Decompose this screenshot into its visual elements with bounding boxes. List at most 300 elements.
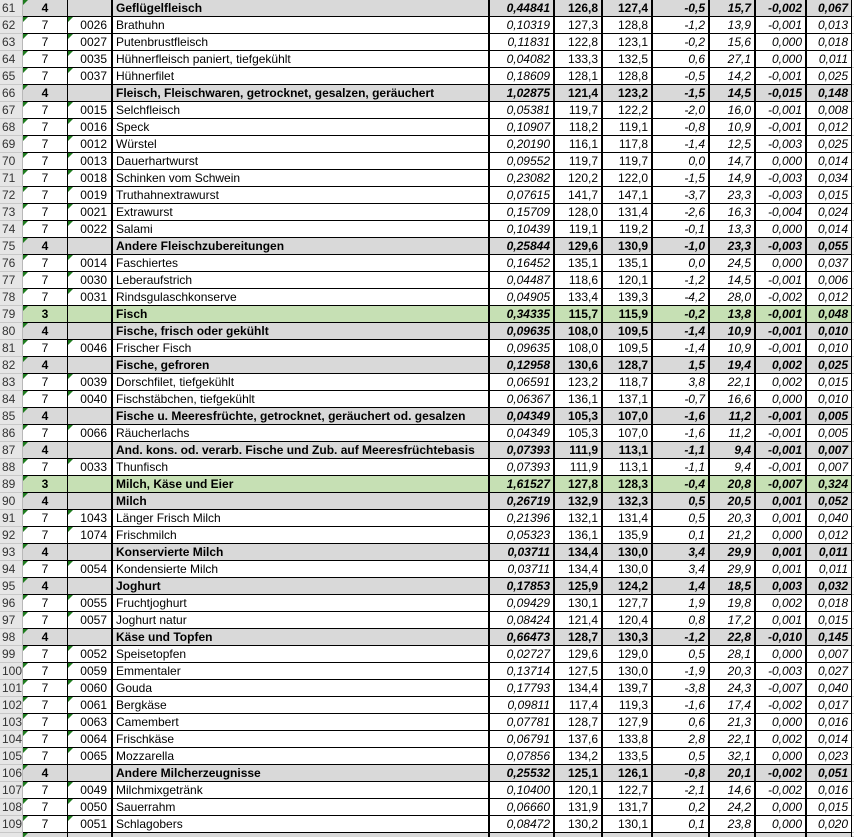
change-base-cell[interactable]: 27,1 <box>710 51 756 68</box>
code-cell[interactable]: 0046 <box>68 340 113 357</box>
change-percent-cell[interactable]: 0,5 <box>653 493 710 510</box>
index-previous-cell[interactable]: 123,2 <box>603 85 653 102</box>
code-cell[interactable] <box>68 0 113 17</box>
code-cell[interactable] <box>68 442 113 459</box>
index-current-cell[interactable]: 134,4 <box>555 680 603 697</box>
row-header[interactable]: 87 <box>0 442 23 459</box>
category-name-cell[interactable]: Milch, Käse und Eier <box>113 476 490 493</box>
weight-cell[interactable]: 1,61527 <box>490 476 555 493</box>
index-current-cell[interactable]: 119,1 <box>555 221 603 238</box>
contribution-cell[interactable]: -0,002 <box>756 782 807 799</box>
index-previous-cell[interactable]: 128,8 <box>603 68 653 85</box>
change-percent-cell[interactable]: -2,0 <box>653 102 710 119</box>
level-cell[interactable]: 3 <box>23 476 68 493</box>
change-percent-cell[interactable]: -1,4 <box>653 136 710 153</box>
contribution-base-cell[interactable]: 0,007 <box>807 459 852 476</box>
contribution-base-cell[interactable]: 0,010 <box>807 340 852 357</box>
weight-cell[interactable]: 0,16452 <box>490 255 555 272</box>
change-base-cell[interactable]: 20,8 <box>710 476 756 493</box>
row-header[interactable]: 71 <box>0 170 23 187</box>
contribution-cell[interactable]: -0,003 <box>756 170 807 187</box>
change-percent-cell[interactable]: -3,8 <box>653 680 710 697</box>
contribution-cell[interactable]: 0,000 <box>756 714 807 731</box>
contribution-cell[interactable]: -0,001 <box>756 306 807 323</box>
row-header[interactable]: 82 <box>0 357 23 374</box>
code-cell[interactable]: 0027 <box>68 34 113 51</box>
change-percent-cell[interactable]: -1,5 <box>653 85 710 102</box>
row-header[interactable]: 89 <box>0 476 23 493</box>
contribution-cell[interactable]: -0,007 <box>756 476 807 493</box>
index-current-cell[interactable]: 122,8 <box>555 34 603 51</box>
weight-cell[interactable]: 0,07393 <box>490 442 555 459</box>
change-percent-cell[interactable]: -0,8 <box>653 119 710 136</box>
index-previous-cell[interactable]: 131,7 <box>603 799 653 816</box>
contribution-base-cell[interactable]: 0,055 <box>807 238 852 255</box>
contribution-base-cell[interactable]: 0,014 <box>807 221 852 238</box>
contribution-cell[interactable]: 0,001 <box>756 612 807 629</box>
index-previous-cell[interactable]: 113,1 <box>603 442 653 459</box>
index-current-cell[interactable]: 133,4 <box>555 289 603 306</box>
category-name-cell[interactable]: Andere Milcherzeugnisse <box>113 765 490 782</box>
weight-cell[interactable]: 0,07781 <box>490 714 555 731</box>
index-current-cell[interactable]: 134,4 <box>555 544 603 561</box>
change-percent-cell[interactable]: 1,5 <box>653 357 710 374</box>
contribution-base-cell[interactable]: 0,012 <box>807 527 852 544</box>
change-base-cell[interactable]: 12,5 <box>710 136 756 153</box>
level-cell[interactable]: 7 <box>23 102 68 119</box>
weight-cell[interactable]: 0,06791 <box>490 731 555 748</box>
level-cell[interactable]: 7 <box>23 17 68 34</box>
weight-cell[interactable]: 0,21396 <box>490 510 555 527</box>
contribution-base-cell[interactable]: 0,148 <box>807 85 852 102</box>
row-header[interactable]: 66 <box>0 85 23 102</box>
contribution-base-cell[interactable]: 0,014 <box>807 153 852 170</box>
row-header[interactable]: 92 <box>0 527 23 544</box>
index-previous-cell[interactable]: 119,7 <box>603 153 653 170</box>
level-cell[interactable]: 7 <box>23 289 68 306</box>
change-percent-cell[interactable]: -4,2 <box>653 289 710 306</box>
weight-cell[interactable]: 0,07615 <box>490 187 555 204</box>
index-previous-cell[interactable]: 124,2 <box>603 578 653 595</box>
contribution-base-cell[interactable]: 0,025 <box>807 136 852 153</box>
contribution-cell[interactable]: 0,000 <box>756 391 807 408</box>
contribution-base-cell[interactable]: 0,011 <box>807 51 852 68</box>
code-cell[interactable]: 0065 <box>68 748 113 765</box>
index-current-cell[interactable]: 137,6 <box>555 731 603 748</box>
contribution-base-cell[interactable]: 0,037 <box>807 255 852 272</box>
row-header[interactable]: 102 <box>2 698 23 712</box>
index-current-cell[interactable]: 130,1 <box>555 595 603 612</box>
level-cell[interactable]: 7 <box>23 748 68 765</box>
change-base-cell[interactable]: 22,8 <box>710 629 756 646</box>
level-cell[interactable]: 7 <box>23 527 68 544</box>
index-previous-cell[interactable]: 130,3 <box>603 629 653 646</box>
row-header[interactable]: 75 <box>0 238 23 255</box>
change-base-cell[interactable]: 9,4 <box>710 459 756 476</box>
index-previous-cell[interactable]: 137,1 <box>603 391 653 408</box>
contribution-base-cell[interactable]: 0,051 <box>807 765 852 782</box>
weight-cell[interactable]: 1,02875 <box>490 85 555 102</box>
level-cell[interactable]: 7 <box>23 612 68 629</box>
weight-cell[interactable]: 0,05323 <box>490 527 555 544</box>
weight-cell[interactable]: 0,25532 <box>490 765 555 782</box>
category-name-cell[interactable]: Kondensierte Milch <box>113 561 490 578</box>
code-cell[interactable] <box>68 85 113 102</box>
change-base-cell[interactable]: 32,1 <box>710 748 756 765</box>
level-cell[interactable]: 7 <box>23 119 68 136</box>
index-current-cell[interactable]: 119,7 <box>555 153 603 170</box>
weight-cell[interactable]: 0,10400 <box>490 782 555 799</box>
code-cell[interactable]: 0030 <box>68 272 113 289</box>
category-name-cell[interactable]: Dauerhartwurst <box>113 153 490 170</box>
index-current-cell[interactable]: 129,6 <box>555 238 603 255</box>
code-cell[interactable]: 1043 <box>68 510 113 527</box>
row-header[interactable]: 100 <box>2 664 23 678</box>
contribution-cell[interactable]: -0,001 <box>756 102 807 119</box>
level-cell[interactable]: 7 <box>23 34 68 51</box>
category-name-cell[interactable]: Milch <box>113 493 490 510</box>
code-cell[interactable]: 0012 <box>68 136 113 153</box>
index-previous-cell[interactable]: 130,1 <box>603 816 653 833</box>
row-header[interactable]: 73 <box>0 204 23 221</box>
level-cell[interactable]: 4 <box>23 357 68 374</box>
code-cell[interactable]: 0014 <box>68 255 113 272</box>
contribution-base-cell[interactable]: 0,040 <box>807 510 852 527</box>
level-cell[interactable]: 7 <box>23 459 68 476</box>
code-cell[interactable] <box>68 306 113 323</box>
index-previous-cell[interactable]: 122,2 <box>603 102 653 119</box>
code-cell[interactable]: 0059 <box>68 663 113 680</box>
category-name-cell[interactable]: Bergkäse <box>113 697 490 714</box>
index-previous-cell[interactable]: 128,3 <box>603 476 653 493</box>
index-current-cell[interactable]: 121,4 <box>555 85 603 102</box>
row-header[interactable]: 63 <box>0 34 23 51</box>
change-percent-cell[interactable]: -2,6 <box>653 204 710 221</box>
index-current-cell[interactable]: 121,4 <box>555 612 603 629</box>
index-previous-cell[interactable]: 130,0 <box>603 561 653 578</box>
contribution-cell[interactable]: -0,003 <box>756 663 807 680</box>
index-previous-cell[interactable]: 147,1 <box>603 187 653 204</box>
change-percent-cell[interactable]: -1,4 <box>653 323 710 340</box>
code-cell[interactable] <box>68 493 113 510</box>
index-current-cell[interactable]: 128,0 <box>555 204 603 221</box>
contribution-cell[interactable]: 0,001 <box>756 561 807 578</box>
contribution-base-cell[interactable]: 0,007 <box>807 646 852 663</box>
category-name-cell[interactable]: Joghurt <box>113 578 490 595</box>
index-current-cell[interactable]: 141,7 <box>555 187 603 204</box>
contribution-cell[interactable]: -0,001 <box>756 425 807 442</box>
change-base-cell[interactable]: 23,8 <box>710 816 756 833</box>
change-percent-cell[interactable]: 0,6 <box>653 51 710 68</box>
code-cell[interactable] <box>68 765 113 782</box>
index-previous-cell[interactable]: 135,9 <box>603 527 653 544</box>
index-previous-cell[interactable]: 118,7 <box>603 374 653 391</box>
weight-cell[interactable]: 0,10319 <box>490 17 555 34</box>
index-previous-cell[interactable]: 117,8 <box>603 136 653 153</box>
change-percent-cell[interactable]: -1,1 <box>653 459 710 476</box>
level-cell[interactable]: 7 <box>23 374 68 391</box>
contribution-cell[interactable]: -0,001 <box>756 17 807 34</box>
change-base-cell[interactable]: 20,5 <box>710 493 756 510</box>
contribution-base-cell[interactable]: 0,016 <box>807 782 852 799</box>
change-percent-cell[interactable]: -1,4 <box>653 340 710 357</box>
index-previous-cell[interactable]: 129,0 <box>603 646 653 663</box>
change-base-cell[interactable]: 13,9 <box>710 17 756 34</box>
index-current-cell[interactable]: 134,4 <box>555 561 603 578</box>
row-header[interactable]: 97 <box>0 612 23 629</box>
row-header[interactable]: 69 <box>0 136 23 153</box>
change-base-cell[interactable]: 28,0 <box>710 289 756 306</box>
change-percent-cell[interactable]: -1,6 <box>653 425 710 442</box>
contribution-base-cell[interactable]: 0,014 <box>807 731 852 748</box>
change-base-cell[interactable]: 29,9 <box>710 544 756 561</box>
row-header[interactable]: 90 <box>0 493 23 510</box>
row-header[interactable]: 70 <box>0 153 23 170</box>
code-cell[interactable] <box>68 238 113 255</box>
index-current-cell[interactable]: 120,1 <box>555 782 603 799</box>
index-previous-cell[interactable]: 127,9 <box>603 714 653 731</box>
change-percent-cell[interactable]: -3,7 <box>653 187 710 204</box>
contribution-cell[interactable]: -0,015 <box>756 85 807 102</box>
weight-cell[interactable]: 0,03711 <box>490 544 555 561</box>
index-current-cell[interactable]: 134,2 <box>555 748 603 765</box>
weight-cell[interactable]: 0,10439 <box>490 221 555 238</box>
level-cell[interactable]: 7 <box>23 51 68 68</box>
index-current-cell[interactable]: 128,7 <box>555 714 603 731</box>
category-name-cell[interactable]: Schlagobers <box>113 816 490 833</box>
row-header[interactable]: 88 <box>0 459 23 476</box>
row-header[interactable]: 78 <box>0 289 23 306</box>
index-previous-cell[interactable]: 123,1 <box>603 34 653 51</box>
index-current-cell[interactable]: 105,3 <box>555 425 603 442</box>
code-cell[interactable]: 0054 <box>68 561 113 578</box>
code-cell[interactable]: 0066 <box>68 425 113 442</box>
code-cell[interactable]: 0031 <box>68 289 113 306</box>
category-name-cell[interactable]: Leberaufstrich <box>113 272 490 289</box>
contribution-base-cell[interactable]: 0,010 <box>807 323 852 340</box>
category-name-cell[interactable]: And. kons. od. verarb. Fische und Zub. auf Meeresfrüchtebasis <box>113 442 490 459</box>
row-header[interactable] <box>0 833 23 837</box>
level-cell[interactable]: 7 <box>23 68 68 85</box>
index-current-cell[interactable]: 115,7 <box>555 306 603 323</box>
contribution-base-cell[interactable]: 0,027 <box>807 663 852 680</box>
code-cell[interactable]: 0016 <box>68 119 113 136</box>
category-name-cell[interactable]: Thunfisch <box>113 459 490 476</box>
contribution-cell[interactable]: -0,007 <box>756 680 807 697</box>
contribution-base-cell[interactable]: 0,025 <box>807 68 852 85</box>
change-base-cell[interactable]: 10,9 <box>710 119 756 136</box>
code-cell[interactable]: 0022 <box>68 221 113 238</box>
category-name-cell[interactable]: Milchmixgetränk <box>113 782 490 799</box>
contribution-base-cell[interactable]: 0,012 <box>807 289 852 306</box>
code-cell[interactable]: 0052 <box>68 646 113 663</box>
contribution-base-cell[interactable]: 0,013 <box>807 17 852 34</box>
change-base-cell[interactable]: 21,2 <box>710 527 756 544</box>
change-percent-cell[interactable]: 3,8 <box>653 374 710 391</box>
change-base-cell[interactable]: 14,7 <box>710 153 756 170</box>
weight-cell[interactable]: 0,04349 <box>490 408 555 425</box>
contribution-base-cell[interactable]: 0,018 <box>807 595 852 612</box>
row-header[interactable]: 81 <box>0 340 23 357</box>
index-previous-cell[interactable]: 132,3 <box>603 493 653 510</box>
change-percent-cell[interactable]: 0,1 <box>653 816 710 833</box>
index-previous-cell[interactable]: 130,0 <box>603 663 653 680</box>
weight-cell[interactable]: 0,07393 <box>490 459 555 476</box>
row-header[interactable]: 94 <box>0 561 23 578</box>
level-cell[interactable]: 7 <box>23 153 68 170</box>
index-current-cell[interactable]: 132,1 <box>555 510 603 527</box>
change-percent-cell[interactable]: 0,8 <box>653 612 710 629</box>
contribution-cell[interactable] <box>756 833 807 837</box>
row-header[interactable]: 68 <box>0 119 23 136</box>
level-cell[interactable]: 4 <box>23 85 68 102</box>
level-cell[interactable]: 7 <box>23 136 68 153</box>
change-base-cell[interactable]: 14,5 <box>710 85 756 102</box>
index-previous-cell[interactable]: 128,7 <box>603 357 653 374</box>
change-percent-cell[interactable] <box>653 833 710 837</box>
category-name-cell[interactable]: Fischstäbchen, tiefgekühlt <box>113 391 490 408</box>
contribution-base-cell[interactable]: 0,015 <box>807 374 852 391</box>
code-cell[interactable]: 0033 <box>68 459 113 476</box>
change-base-cell[interactable]: 11,2 <box>710 408 756 425</box>
index-current-cell[interactable]: 118,6 <box>555 272 603 289</box>
change-percent-cell[interactable]: -1,2 <box>653 629 710 646</box>
category-name-cell[interactable]: Fische, frisch oder gekühlt <box>113 323 490 340</box>
change-base-cell[interactable]: 14,9 <box>710 170 756 187</box>
contribution-base-cell[interactable]: 0,048 <box>807 306 852 323</box>
category-name-cell[interactable]: Hühnerfilet <box>113 68 490 85</box>
contribution-base-cell[interactable]: 0,018 <box>807 34 852 51</box>
contribution-cell[interactable]: 0,001 <box>756 510 807 527</box>
index-previous-cell[interactable]: 119,1 <box>603 119 653 136</box>
weight-cell[interactable]: 0,25844 <box>490 238 555 255</box>
index-current-cell[interactable]: 125,1 <box>555 765 603 782</box>
row-header[interactable]: 104 <box>2 732 23 746</box>
index-current-cell[interactable]: 116,1 <box>555 136 603 153</box>
code-cell[interactable]: 0040 <box>68 391 113 408</box>
change-base-cell[interactable]: 17,2 <box>710 612 756 629</box>
change-base-cell[interactable]: 14,5 <box>710 272 756 289</box>
index-previous-cell[interactable]: 107,0 <box>603 408 653 425</box>
level-cell[interactable]: 7 <box>23 391 68 408</box>
level-cell[interactable]: 7 <box>23 510 68 527</box>
code-cell[interactable] <box>68 323 113 340</box>
contribution-cell[interactable]: 0,000 <box>756 816 807 833</box>
code-cell[interactable] <box>68 357 113 374</box>
change-base-cell[interactable]: 22,1 <box>710 731 756 748</box>
change-base-cell[interactable]: 18,5 <box>710 578 756 595</box>
index-current-cell[interactable]: 111,9 <box>555 459 603 476</box>
index-previous-cell[interactable]: 119,2 <box>603 221 653 238</box>
weight-cell[interactable]: 0,09811 <box>490 697 555 714</box>
change-base-cell[interactable]: 19,8 <box>710 595 756 612</box>
index-previous-cell[interactable]: 139,7 <box>603 680 653 697</box>
contribution-base-cell[interactable]: 0,067 <box>807 0 852 17</box>
category-name-cell[interactable]: Faschiertes <box>113 255 490 272</box>
weight-cell[interactable]: 0,04905 <box>490 289 555 306</box>
row-header[interactable]: 80 <box>0 323 23 340</box>
contribution-base-cell[interactable]: 0,025 <box>807 357 852 374</box>
category-name-cell[interactable]: Fisch <box>113 306 490 323</box>
index-current-cell[interactable]: 125,9 <box>555 578 603 595</box>
contribution-base-cell[interactable]: 0,017 <box>807 697 852 714</box>
change-percent-cell[interactable]: -1,2 <box>653 272 710 289</box>
level-cell[interactable]: 7 <box>23 204 68 221</box>
contribution-cell[interactable]: -0,003 <box>756 136 807 153</box>
change-percent-cell[interactable]: -0,5 <box>653 0 710 17</box>
contribution-cell[interactable]: 0,002 <box>756 357 807 374</box>
weight-cell[interactable]: 0,06660 <box>490 799 555 816</box>
code-cell[interactable] <box>68 544 113 561</box>
code-cell[interactable]: 0015 <box>68 102 113 119</box>
weight-cell[interactable]: 0,02727 <box>490 646 555 663</box>
contribution-base-cell[interactable]: 0,040 <box>807 680 852 697</box>
category-name-cell[interactable]: Käse und Topfen <box>113 629 490 646</box>
code-cell[interactable]: 0055 <box>68 595 113 612</box>
change-percent-cell[interactable]: 0,5 <box>653 748 710 765</box>
category-name-cell[interactable]: Salami <box>113 221 490 238</box>
contribution-cell[interactable]: -0,002 <box>756 0 807 17</box>
change-percent-cell[interactable]: -1,6 <box>653 697 710 714</box>
contribution-cell[interactable]: -0,010 <box>756 629 807 646</box>
category-name-cell[interactable]: Sauerrahm <box>113 799 490 816</box>
change-percent-cell[interactable]: -2,1 <box>653 782 710 799</box>
level-cell[interactable]: 7 <box>23 187 68 204</box>
contribution-base-cell[interactable]: 0,015 <box>807 187 852 204</box>
category-name-cell[interactable]: Frischmilch <box>113 527 490 544</box>
change-percent-cell[interactable]: -0,4 <box>653 476 710 493</box>
category-name-cell[interactable]: Brathuhn <box>113 17 490 34</box>
level-cell[interactable]: 7 <box>23 561 68 578</box>
category-name-cell[interactable]: Truthahnextrawurst <box>113 187 490 204</box>
contribution-base-cell[interactable]: 0,005 <box>807 425 852 442</box>
contribution-base-cell[interactable]: 0,020 <box>807 816 852 833</box>
contribution-cell[interactable]: 0,001 <box>756 493 807 510</box>
index-current-cell[interactable]: 111,9 <box>555 442 603 459</box>
change-base-cell[interactable]: 16,6 <box>710 391 756 408</box>
change-base-cell[interactable]: 22,1 <box>710 374 756 391</box>
row-header[interactable]: 74 <box>0 221 23 238</box>
index-current-cell[interactable]: 135,1 <box>555 255 603 272</box>
index-previous-cell[interactable]: 115,9 <box>603 306 653 323</box>
index-current-cell[interactable]: 108,0 <box>555 340 603 357</box>
change-percent-cell[interactable]: 1,9 <box>653 595 710 612</box>
level-cell[interactable]: 4 <box>23 323 68 340</box>
level-cell[interactable]: 7 <box>23 731 68 748</box>
category-name-cell[interactable]: Frischkäse <box>113 731 490 748</box>
contribution-cell[interactable]: -0,003 <box>756 187 807 204</box>
index-previous-cell[interactable]: 139,3 <box>603 289 653 306</box>
index-previous-cell[interactable]: 133,5 <box>603 748 653 765</box>
change-base-cell[interactable]: 20,3 <box>710 510 756 527</box>
category-name-cell[interactable]: Extrawurst <box>113 204 490 221</box>
level-cell[interactable]: 4 <box>23 578 68 595</box>
contribution-base-cell[interactable]: 0,052 <box>807 493 852 510</box>
index-current-cell[interactable]: 133,3 <box>555 51 603 68</box>
code-cell[interactable]: 0060 <box>68 680 113 697</box>
change-percent-cell[interactable]: -0,2 <box>653 34 710 51</box>
change-percent-cell[interactable]: 2,8 <box>653 731 710 748</box>
level-cell[interactable]: 7 <box>23 663 68 680</box>
weight-cell[interactable]: 0,17853 <box>490 578 555 595</box>
change-base-cell[interactable]: 11,2 <box>710 425 756 442</box>
weight-cell[interactable]: 0,07856 <box>490 748 555 765</box>
code-cell[interactable] <box>68 476 113 493</box>
row-header[interactable]: 108 <box>2 800 23 814</box>
contribution-cell[interactable]: -0,001 <box>756 459 807 476</box>
row-header[interactable]: 62 <box>0 17 23 34</box>
index-current-cell[interactable]: 136,1 <box>555 527 603 544</box>
